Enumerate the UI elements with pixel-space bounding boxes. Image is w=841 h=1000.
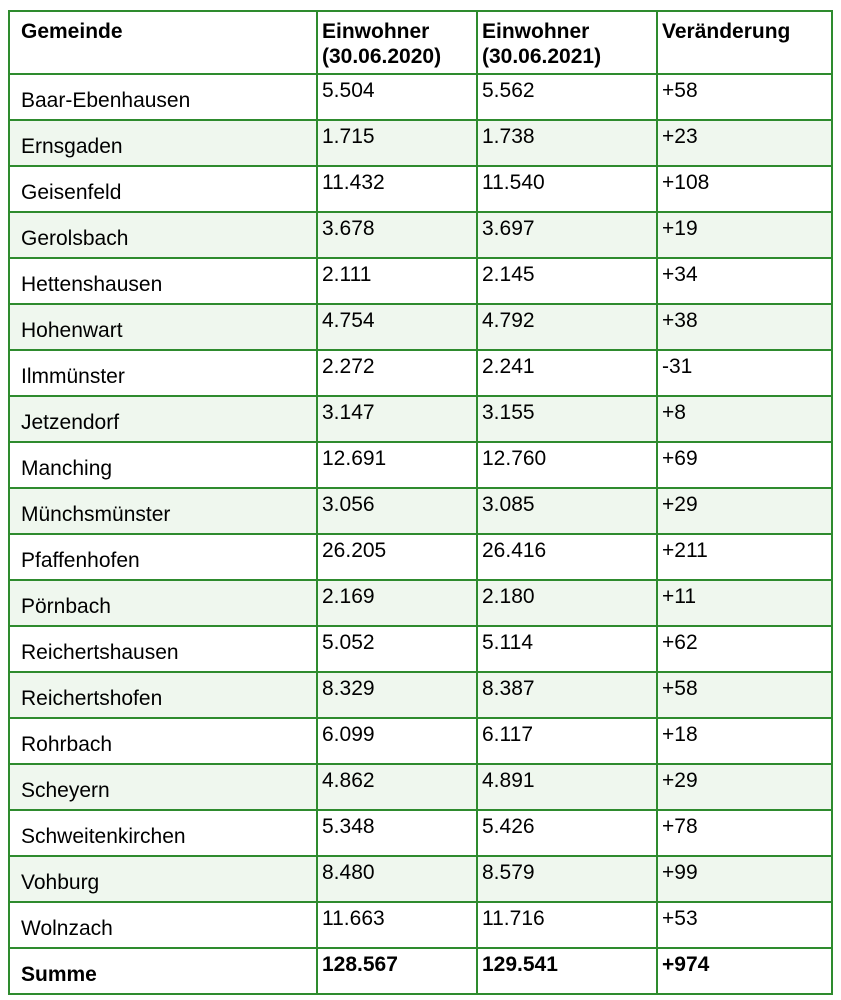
- veraenderung-cell: +62: [657, 626, 832, 672]
- einwohner-2021-cell: 2.241: [477, 350, 657, 396]
- gemeinde-name-cell: Jetzendorf: [9, 396, 317, 442]
- einwohner-2021-cell: 5.426: [477, 810, 657, 856]
- einwohner-2020-cell: 3.147: [317, 396, 477, 442]
- column-header-veraenderung: Veränderung: [657, 11, 832, 74]
- veraenderung-cell: +108: [657, 166, 832, 212]
- veraenderung-cell: +99: [657, 856, 832, 902]
- gemeinde-name-cell: Schweitenkirchen: [9, 810, 317, 856]
- table-row: [9, 166, 832, 212]
- gemeinde-name-cell: Münchsmünster: [9, 488, 317, 534]
- veraenderung-cell: +11: [657, 580, 832, 626]
- veraenderung-cell: +34: [657, 258, 832, 304]
- einwohner-2021-cell: 4.891: [477, 764, 657, 810]
- einwohner-2020-cell: 4.754: [317, 304, 477, 350]
- gemeinde-name-cell: Gerolsbach: [9, 212, 317, 258]
- gemeinde-name-cell: Ernsgaden: [9, 120, 317, 166]
- einwohner-2020-cell: 3.678: [317, 212, 477, 258]
- gemeinde-name-cell: Pfaffenhofen: [9, 534, 317, 580]
- gemeinde-name-cell: Hettenshausen: [9, 258, 317, 304]
- table-row: [9, 350, 832, 396]
- einwohner-2020-cell: 3.056: [317, 488, 477, 534]
- table-row: [9, 580, 832, 626]
- einwohner-2021-cell: 5.562: [477, 74, 657, 120]
- einwohner-2021-cell: 2.180: [477, 580, 657, 626]
- gemeinde-name-cell: Scheyern: [9, 764, 317, 810]
- total-change: +974: [657, 948, 832, 994]
- table-row: [9, 212, 832, 258]
- einwohner-2021-cell: 11.540: [477, 166, 657, 212]
- population-table: [8, 10, 833, 995]
- gemeinde-name-cell: Vohburg: [9, 856, 317, 902]
- gemeinde-name-cell: Manching: [9, 442, 317, 488]
- einwohner-2020-cell: 26.205: [317, 534, 477, 580]
- einwohner-2021-cell: 3.697: [477, 212, 657, 258]
- total-label: Summe: [9, 948, 317, 994]
- gemeinde-name-cell: Reichertshausen: [9, 626, 317, 672]
- veraenderung-cell: +78: [657, 810, 832, 856]
- table-row: [9, 396, 832, 442]
- einwohner-2021-cell: 3.155: [477, 396, 657, 442]
- gemeinde-name-cell: Geisenfeld: [9, 166, 317, 212]
- einwohner-2021-cell: 4.792: [477, 304, 657, 350]
- einwohner-2020-cell: 4.862: [317, 764, 477, 810]
- table-row: [9, 672, 832, 718]
- table-row: [9, 764, 832, 810]
- table-row: [9, 120, 832, 166]
- table-row: [9, 718, 832, 764]
- gemeinde-name-cell: Wolnzach: [9, 902, 317, 948]
- veraenderung-cell: +58: [657, 672, 832, 718]
- einwohner-2020-cell: 1.715: [317, 120, 477, 166]
- veraenderung-cell: +23: [657, 120, 832, 166]
- table-body: [9, 74, 832, 994]
- column-header-einwohner-2020: Einwohner (30.06.2020): [317, 11, 477, 74]
- einwohner-2020-cell: 12.691: [317, 442, 477, 488]
- table-row: [9, 810, 832, 856]
- gemeinde-name-cell: Hohenwart: [9, 304, 317, 350]
- einwohner-2021-cell: 2.145: [477, 258, 657, 304]
- einwohner-2020-cell: 11.663: [317, 902, 477, 948]
- veraenderung-cell: +19: [657, 212, 832, 258]
- table-row: [9, 902, 832, 948]
- table-header-row: [9, 11, 832, 74]
- table-row: [9, 488, 832, 534]
- einwohner-2021-cell: 8.387: [477, 672, 657, 718]
- gemeinde-name-cell: Pörnbach: [9, 580, 317, 626]
- einwohner-2021-cell: 1.738: [477, 120, 657, 166]
- veraenderung-cell: +18: [657, 718, 832, 764]
- table-row: [9, 304, 832, 350]
- einwohner-2020-cell: 5.504: [317, 74, 477, 120]
- einwohner-2021-cell: 11.716: [477, 902, 657, 948]
- veraenderung-cell: +211: [657, 534, 832, 580]
- einwohner-2020-cell: 5.348: [317, 810, 477, 856]
- table-row: [9, 626, 832, 672]
- einwohner-2021-cell: 3.085: [477, 488, 657, 534]
- veraenderung-cell: +29: [657, 488, 832, 534]
- gemeinde-name-cell: Rohrbach: [9, 718, 317, 764]
- veraenderung-cell: +38: [657, 304, 832, 350]
- total-pop-2020: 128.567: [317, 948, 477, 994]
- gemeinde-name-cell: Baar-Ebenhausen: [9, 74, 317, 120]
- einwohner-2020-cell: 2.272: [317, 350, 477, 396]
- veraenderung-cell: +8: [657, 396, 832, 442]
- einwohner-2020-cell: 11.432: [317, 166, 477, 212]
- einwohner-2020-cell: 6.099: [317, 718, 477, 764]
- einwohner-2021-cell: 12.760: [477, 442, 657, 488]
- einwohner-2021-cell: 8.579: [477, 856, 657, 902]
- einwohner-2020-cell: 2.169: [317, 580, 477, 626]
- einwohner-2021-cell: 26.416: [477, 534, 657, 580]
- gemeinde-name-cell: Ilmmünster: [9, 350, 317, 396]
- veraenderung-cell: +53: [657, 902, 832, 948]
- veraenderung-cell: +29: [657, 764, 832, 810]
- veraenderung-cell: +69: [657, 442, 832, 488]
- table-row: [9, 442, 832, 488]
- einwohner-2020-cell: 5.052: [317, 626, 477, 672]
- table-row: [9, 258, 832, 304]
- table-row: [9, 856, 832, 902]
- column-header-gemeinde: Gemeinde: [9, 11, 317, 74]
- gemeinde-name-cell: Reichertshofen: [9, 672, 317, 718]
- einwohner-2020-cell: 2.111: [317, 258, 477, 304]
- veraenderung-cell: +58: [657, 74, 832, 120]
- total-pop-2021: 129.541: [477, 948, 657, 994]
- table-row: [9, 534, 832, 580]
- population-table-container: [8, 10, 833, 995]
- veraenderung-cell: -31: [657, 350, 832, 396]
- einwohner-2020-cell: 8.480: [317, 856, 477, 902]
- column-header-einwohner-2021: Einwohner (30.06.2021): [477, 11, 657, 74]
- total-row: [9, 948, 832, 994]
- table-row: [9, 74, 832, 120]
- einwohner-2020-cell: 8.329: [317, 672, 477, 718]
- einwohner-2021-cell: 5.114: [477, 626, 657, 672]
- einwohner-2021-cell: 6.117: [477, 718, 657, 764]
